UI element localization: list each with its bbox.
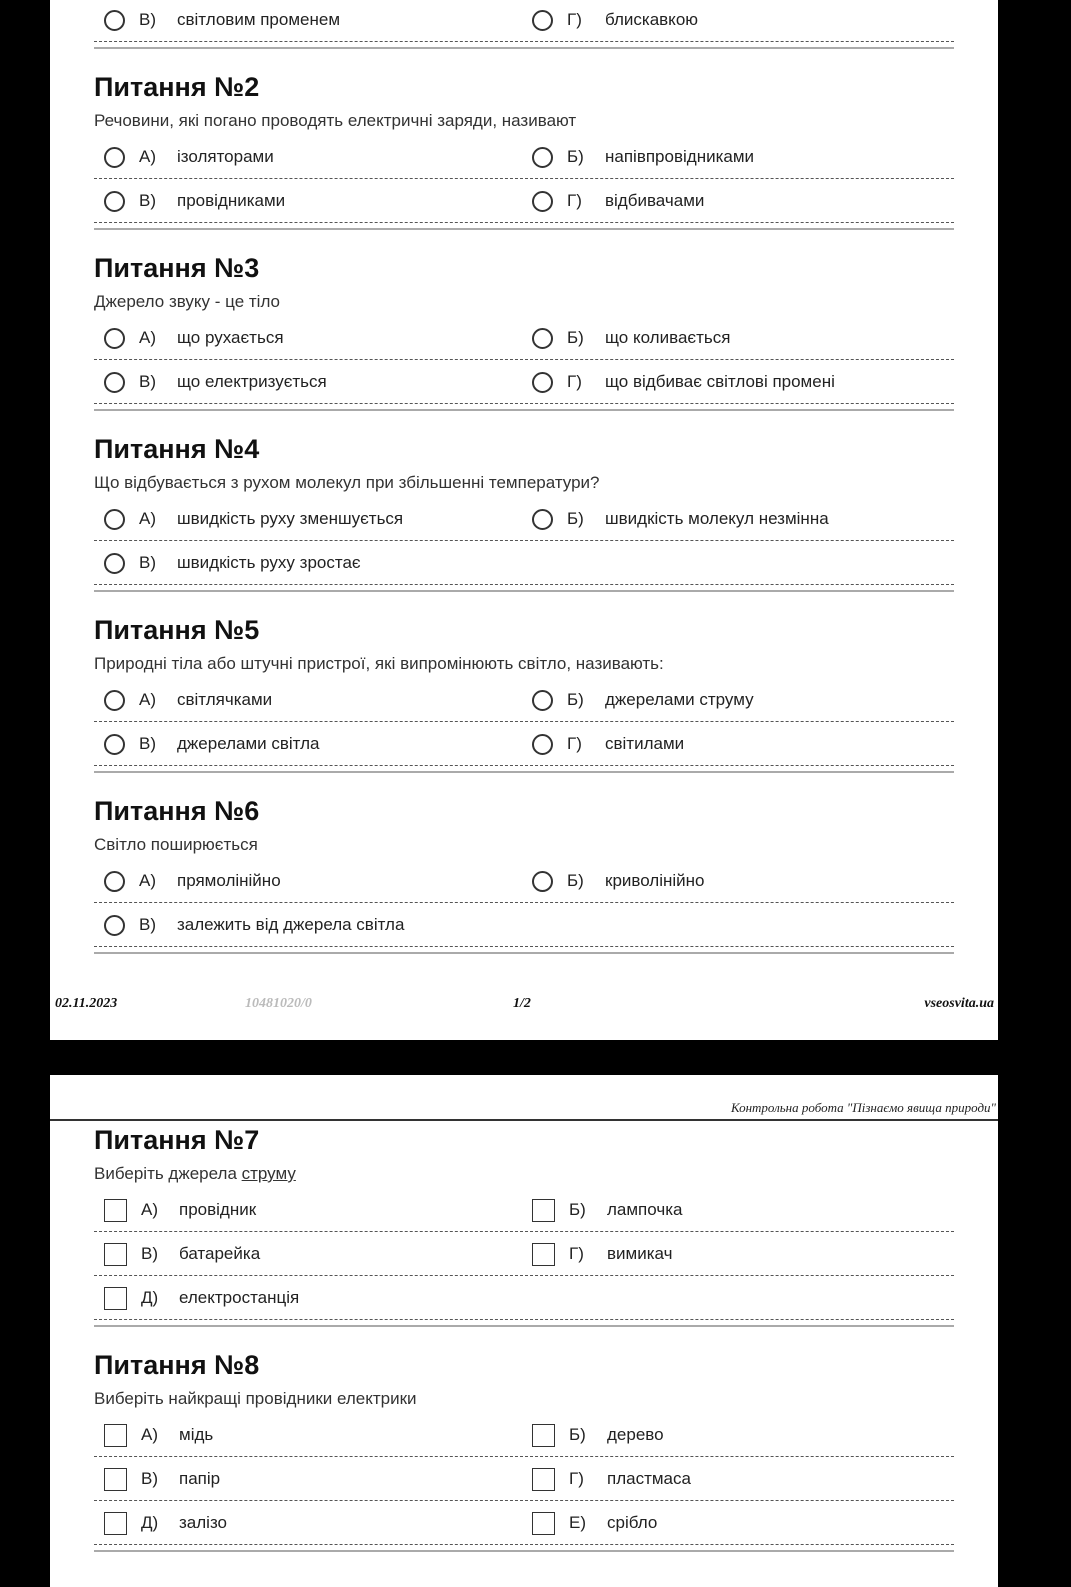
answer-option[interactable]	[104, 541, 361, 585]
radio-button[interactable]	[104, 871, 125, 892]
answer-option[interactable]	[104, 360, 327, 404]
option-text: срібло	[607, 1513, 658, 1532]
question-title: Питання №3	[94, 253, 260, 283]
answer-option[interactable]	[104, 1232, 260, 1276]
option-text: джерелами струму	[605, 690, 754, 709]
option-row	[94, 1276, 954, 1320]
option-text: світилами	[605, 734, 685, 753]
option-row	[94, 179, 954, 223]
answer-option[interactable]	[104, 135, 274, 179]
option-row	[94, 1413, 954, 1457]
radio-button[interactable]	[104, 690, 125, 711]
option-row	[94, 135, 954, 179]
option-text: вимикач	[607, 1244, 673, 1263]
question-text-main: Світло поширюється	[94, 835, 258, 854]
option-letter: В)	[139, 372, 156, 391]
answer-option[interactable]	[104, 316, 284, 360]
question-title: Питання №4	[94, 434, 260, 464]
option-row	[94, 541, 954, 585]
answer-option[interactable]	[532, 859, 705, 903]
question-title: Питання №5	[94, 615, 260, 645]
answer-option[interactable]	[532, 0, 698, 42]
question-block	[94, 614, 954, 773]
answer-option[interactable]	[532, 722, 684, 766]
answer-option[interactable]	[532, 1457, 691, 1501]
option-text: дерево	[607, 1425, 664, 1444]
question-text-main: Виберіть джерела	[94, 1164, 242, 1183]
option-letter: А)	[141, 1425, 158, 1444]
option-row	[94, 0, 954, 42]
option-row	[94, 360, 954, 404]
option-text: ізоляторами	[177, 147, 274, 166]
option-text: що коливається	[605, 328, 731, 347]
page-header: Контрольна робота "Пізнаємо явища природи"	[730, 1100, 996, 1115]
option-letter: Г)	[567, 191, 582, 210]
radio-button[interactable]	[532, 690, 553, 711]
page-2-content	[94, 1124, 954, 1574]
radio-button[interactable]	[104, 328, 125, 349]
option-letter: Б)	[567, 147, 584, 166]
question-text	[94, 833, 954, 859]
answer-option[interactable]	[104, 0, 340, 42]
answer-option[interactable]	[104, 1188, 256, 1232]
answer-option[interactable]	[532, 316, 730, 360]
radio-button[interactable]	[104, 734, 125, 755]
checkbox[interactable]	[532, 1424, 555, 1447]
option-text: лампочка	[607, 1200, 683, 1219]
option-text: швидкість молекул незмінна	[605, 509, 829, 528]
option-letter: А)	[139, 871, 156, 890]
question-divider	[94, 47, 954, 49]
radio-button[interactable]	[532, 328, 553, 349]
answer-option[interactable]	[104, 903, 404, 947]
option-text: джерелами світла	[177, 734, 320, 753]
answer-option[interactable]	[532, 360, 835, 404]
radio-button[interactable]	[104, 553, 125, 574]
page-2	[50, 1075, 998, 1587]
question-text	[94, 471, 954, 497]
question-text	[94, 290, 954, 316]
option-text: швидкість руху зменшується	[177, 509, 404, 528]
radio-button[interactable]	[104, 509, 125, 530]
radio-button[interactable]	[104, 372, 125, 393]
option-text: блискавкою	[605, 10, 699, 29]
option-text: швидкість руху зростає	[177, 553, 361, 572]
option-letter: Б)	[567, 509, 584, 528]
option-row	[94, 859, 954, 903]
answer-option[interactable]	[104, 678, 272, 722]
question-divider	[94, 590, 954, 592]
answer-option[interactable]	[532, 678, 754, 722]
footer-page-number: 1/2	[513, 996, 531, 1011]
option-row	[94, 903, 954, 947]
answer-option[interactable]	[104, 1413, 213, 1457]
option-letter: Б)	[569, 1425, 586, 1444]
answer-option[interactable]	[104, 722, 319, 766]
checkbox[interactable]	[104, 1243, 127, 1266]
question-divider	[94, 409, 954, 411]
checkbox[interactable]	[104, 1468, 127, 1491]
answer-option[interactable]	[104, 1457, 220, 1501]
option-letter: В)	[139, 191, 156, 210]
question-text	[94, 1387, 954, 1413]
option-letter: Е)	[569, 1513, 586, 1532]
question-text-main: Джерело звуку - це тіло	[94, 292, 281, 311]
option-text: електростанція	[179, 1288, 300, 1307]
radio-button[interactable]	[532, 10, 553, 31]
question-block	[94, 433, 954, 592]
question-title: Питання №8	[94, 1350, 260, 1380]
option-letter: Г)	[569, 1244, 584, 1263]
question-text-underlined: струму	[241, 1164, 296, 1183]
question-divider	[94, 952, 954, 954]
option-text: що рухається	[177, 328, 284, 347]
checkbox[interactable]	[104, 1199, 127, 1222]
option-text: прямолінійно	[177, 871, 281, 890]
option-row	[94, 1188, 954, 1232]
radio-button[interactable]	[104, 147, 125, 168]
checkbox[interactable]	[532, 1512, 555, 1535]
option-text: що електризується	[177, 372, 327, 391]
answer-option[interactable]	[532, 179, 704, 223]
question-divider	[94, 1550, 954, 1552]
option-text: що відбиває світлові промені	[605, 372, 835, 391]
option-text: залежить від джерела світла	[177, 915, 405, 934]
question-text-main: Природні тіла або штучні пристрої, які випромінюють світло, називають:	[94, 654, 664, 673]
option-letter: Г)	[569, 1469, 584, 1488]
option-letter: В)	[139, 10, 156, 29]
option-letter: А)	[141, 1200, 158, 1219]
option-text: залізо	[179, 1513, 228, 1532]
checkbox[interactable]	[104, 1424, 127, 1447]
option-text: папір	[179, 1469, 221, 1488]
answer-option[interactable]	[104, 1501, 227, 1545]
question-title: Питання №7	[94, 1125, 260, 1155]
option-row	[94, 1501, 954, 1545]
option-text: відбивачами	[605, 191, 705, 210]
option-letter: Д)	[141, 1513, 159, 1532]
checkbox[interactable]	[104, 1512, 127, 1535]
question-divider	[94, 1325, 954, 1327]
option-letter: Д)	[141, 1288, 159, 1307]
option-letter: В)	[141, 1469, 158, 1488]
option-row	[94, 1457, 954, 1501]
question-block	[94, 252, 954, 411]
option-text: батарейка	[179, 1244, 261, 1263]
checkbox[interactable]	[532, 1468, 555, 1491]
radio-button[interactable]	[532, 871, 553, 892]
answer-option[interactable]	[104, 859, 281, 903]
option-letter: В)	[141, 1244, 158, 1263]
page-1	[50, 0, 998, 1040]
option-text: світловим променем	[177, 10, 341, 29]
question-title: Питання №2	[94, 72, 260, 102]
checkbox[interactable]	[532, 1199, 555, 1222]
option-text: провідник	[179, 1200, 257, 1219]
question-text-main: Що відбувається з рухом молекул при збільшенні температури?	[94, 473, 600, 492]
page-1-content	[94, 0, 954, 976]
radio-button[interactable]	[532, 191, 553, 212]
option-text: напівпровідниками	[605, 147, 755, 166]
option-letter: Б)	[567, 328, 584, 347]
answer-option[interactable]	[104, 179, 285, 223]
answer-option[interactable]	[532, 1501, 657, 1545]
checkbox[interactable]	[532, 1243, 555, 1266]
radio-button[interactable]	[104, 915, 125, 936]
option-letter: Б)	[567, 871, 584, 890]
answer-option[interactable]	[532, 135, 754, 179]
radio-button[interactable]	[532, 147, 553, 168]
option-text: провідниками	[177, 191, 286, 210]
option-letter: Б)	[567, 690, 584, 709]
question-divider	[94, 228, 954, 230]
option-text: світлячками	[177, 690, 273, 709]
checkbox[interactable]	[104, 1287, 127, 1310]
header-divider	[50, 1119, 998, 1121]
question-text	[94, 109, 954, 135]
option-text: криволінійно	[605, 871, 705, 890]
radio-button[interactable]	[104, 191, 125, 212]
option-letter: А)	[139, 509, 156, 528]
answer-option[interactable]	[104, 1276, 299, 1320]
option-letter: В)	[139, 734, 156, 753]
option-letter: Г)	[567, 734, 582, 753]
question-text	[94, 1162, 954, 1188]
question-block	[94, 795, 954, 954]
answer-option[interactable]	[532, 1188, 682, 1232]
option-row	[94, 1232, 954, 1276]
option-letter: В)	[139, 553, 156, 572]
question-text-main: Речовини, які погано проводять електричні заряди, називают	[94, 111, 577, 130]
radio-button[interactable]	[104, 10, 125, 31]
option-letter: А)	[139, 147, 156, 166]
footer-site: vseosvita.ua	[924, 996, 994, 1011]
option-row	[94, 722, 954, 766]
footer-id: 10481020/0	[245, 996, 312, 1011]
answer-option[interactable]	[532, 1413, 664, 1457]
option-text: мідь	[179, 1425, 214, 1444]
radio-button[interactable]	[532, 734, 553, 755]
option-row	[94, 497, 954, 541]
answer-option[interactable]	[104, 497, 403, 541]
question-block	[94, 1349, 954, 1552]
option-letter: Б)	[569, 1200, 586, 1219]
option-letter: А)	[139, 690, 156, 709]
question-block	[94, 71, 954, 230]
question-title: Питання №6	[94, 796, 260, 826]
radio-button[interactable]	[532, 509, 553, 530]
option-row	[94, 316, 954, 360]
question-divider	[94, 771, 954, 773]
answer-option[interactable]	[532, 1232, 672, 1276]
option-letter: Г)	[567, 10, 582, 29]
question-block	[94, 1124, 954, 1327]
question-text-main: Виберіть найкращі провідники електрики	[94, 1389, 417, 1408]
footer-date: 02.11.2023	[55, 996, 118, 1011]
option-letter: В)	[139, 915, 156, 934]
answer-option[interactable]	[532, 497, 829, 541]
option-row	[94, 678, 954, 722]
question-1-partial	[94, 0, 954, 49]
option-letter: А)	[139, 328, 156, 347]
question-text	[94, 652, 954, 678]
radio-button[interactable]	[532, 372, 553, 393]
option-text: пластмаса	[607, 1469, 691, 1488]
option-letter: Г)	[567, 372, 582, 391]
